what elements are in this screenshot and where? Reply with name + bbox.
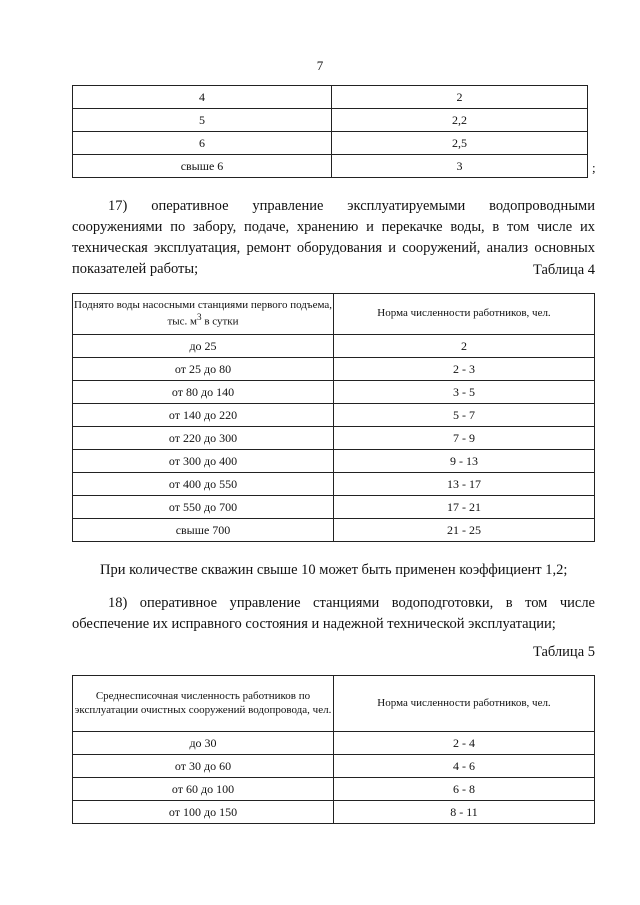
table-cell: 5 [73, 109, 332, 132]
table-4 [72, 293, 595, 542]
table-header-row [73, 294, 595, 335]
table-cell: от 300 до 400 [73, 450, 334, 473]
table-row [73, 109, 588, 132]
table-row [73, 450, 595, 473]
table-header-cell [73, 294, 334, 335]
table-row [73, 732, 595, 755]
table-cell: от 25 до 80 [73, 358, 334, 381]
table-cell: 17 - 21 [334, 496, 595, 519]
table-header-cell: Норма численности работников, чел. [334, 676, 595, 732]
table-row [73, 155, 588, 178]
header-text: Поднято воды насосными станциями первого подъема, тыс. м [74, 298, 332, 328]
table-4-caption: Таблица 4 [532, 262, 595, 278]
table-row [73, 381, 595, 404]
table-cell: 2 - 3 [334, 358, 595, 381]
table-cell: от 220 до 300 [73, 427, 334, 450]
table-row [73, 404, 595, 427]
item-18-paragraph: 18) оперативное управление станциями водоподготовки, в том числе обеспечение их исправного состояния и надежной технической эксплуатации; [72, 595, 595, 632]
table-cell: от 400 до 550 [73, 473, 334, 496]
header-text: в сутки [201, 315, 239, 328]
table-cell: от 100 до 150 [73, 801, 334, 824]
table-cell: 7 - 9 [334, 427, 595, 450]
table-cell: 4 - 6 [334, 755, 595, 778]
table-row [73, 132, 588, 155]
table-cell: 6 - 8 [334, 778, 595, 801]
page-number: 7 [316, 58, 324, 73]
table-cell: 21 - 25 [334, 519, 595, 542]
table-cell: от 30 до 60 [73, 755, 334, 778]
table-cell: от 80 до 140 [73, 381, 334, 404]
continued-table [72, 85, 588, 178]
table-row [73, 335, 595, 358]
table-cell: 2,5 [332, 132, 588, 155]
table-cell: 2 [332, 86, 588, 109]
table-cell: 3 [332, 155, 588, 178]
table-cell: до 30 [73, 732, 334, 755]
table-header-cell: Норма численности работников, чел. [334, 294, 595, 335]
table-cell: свыше 6 [73, 155, 332, 178]
table-cell: от 60 до 100 [73, 778, 334, 801]
table-cell: до 25 [73, 335, 334, 358]
table-row [73, 755, 595, 778]
table-cell: 2 [334, 335, 595, 358]
table-cell: 2 - 4 [334, 732, 595, 755]
table-cell: 5 - 7 [334, 404, 595, 427]
table-cell: 8 - 11 [334, 801, 595, 824]
table-row [73, 473, 595, 496]
table-header-row [73, 676, 595, 732]
table-row [73, 519, 595, 542]
table-cell: от 140 до 220 [73, 404, 334, 427]
table-row [73, 86, 588, 109]
table-cell: 9 - 13 [334, 450, 595, 473]
coefficient-note: При количестве скважин свыше 10 может быть применен коэффициент 1,2; [100, 562, 568, 578]
table-cell: свыше 700 [73, 519, 334, 542]
table-cell: 4 [73, 86, 332, 109]
table-cell: 2,2 [332, 109, 588, 132]
table-header-cell: Среднесписочная численность работников по эксплуатации очистных сооружений водопровода, чел. [73, 676, 334, 732]
table-row [73, 496, 595, 519]
table-trailing-semicolon: ; [592, 160, 596, 175]
table-row [73, 801, 595, 824]
table-row [73, 358, 595, 381]
table-row [73, 778, 595, 801]
item-17-paragraph: 17) оперативное управление эксплуатируемыми водопроводными сооружениями по забору, подаче, хранению и перекачке воды, в том числе их техническая эксплуатация, ремонт оборудования и сооружений, анализ основных показателей работы; [72, 198, 595, 277]
table-cell: 6 [73, 132, 332, 155]
table-cell: 3 - 5 [334, 381, 595, 404]
header-superscript: 3 [196, 312, 202, 323]
table-cell: 13 - 17 [334, 473, 595, 496]
table-cell: от 550 до 700 [73, 496, 334, 519]
table-row [73, 427, 595, 450]
table-5 [72, 675, 595, 824]
table-5-caption: Таблица 5 [532, 644, 595, 660]
